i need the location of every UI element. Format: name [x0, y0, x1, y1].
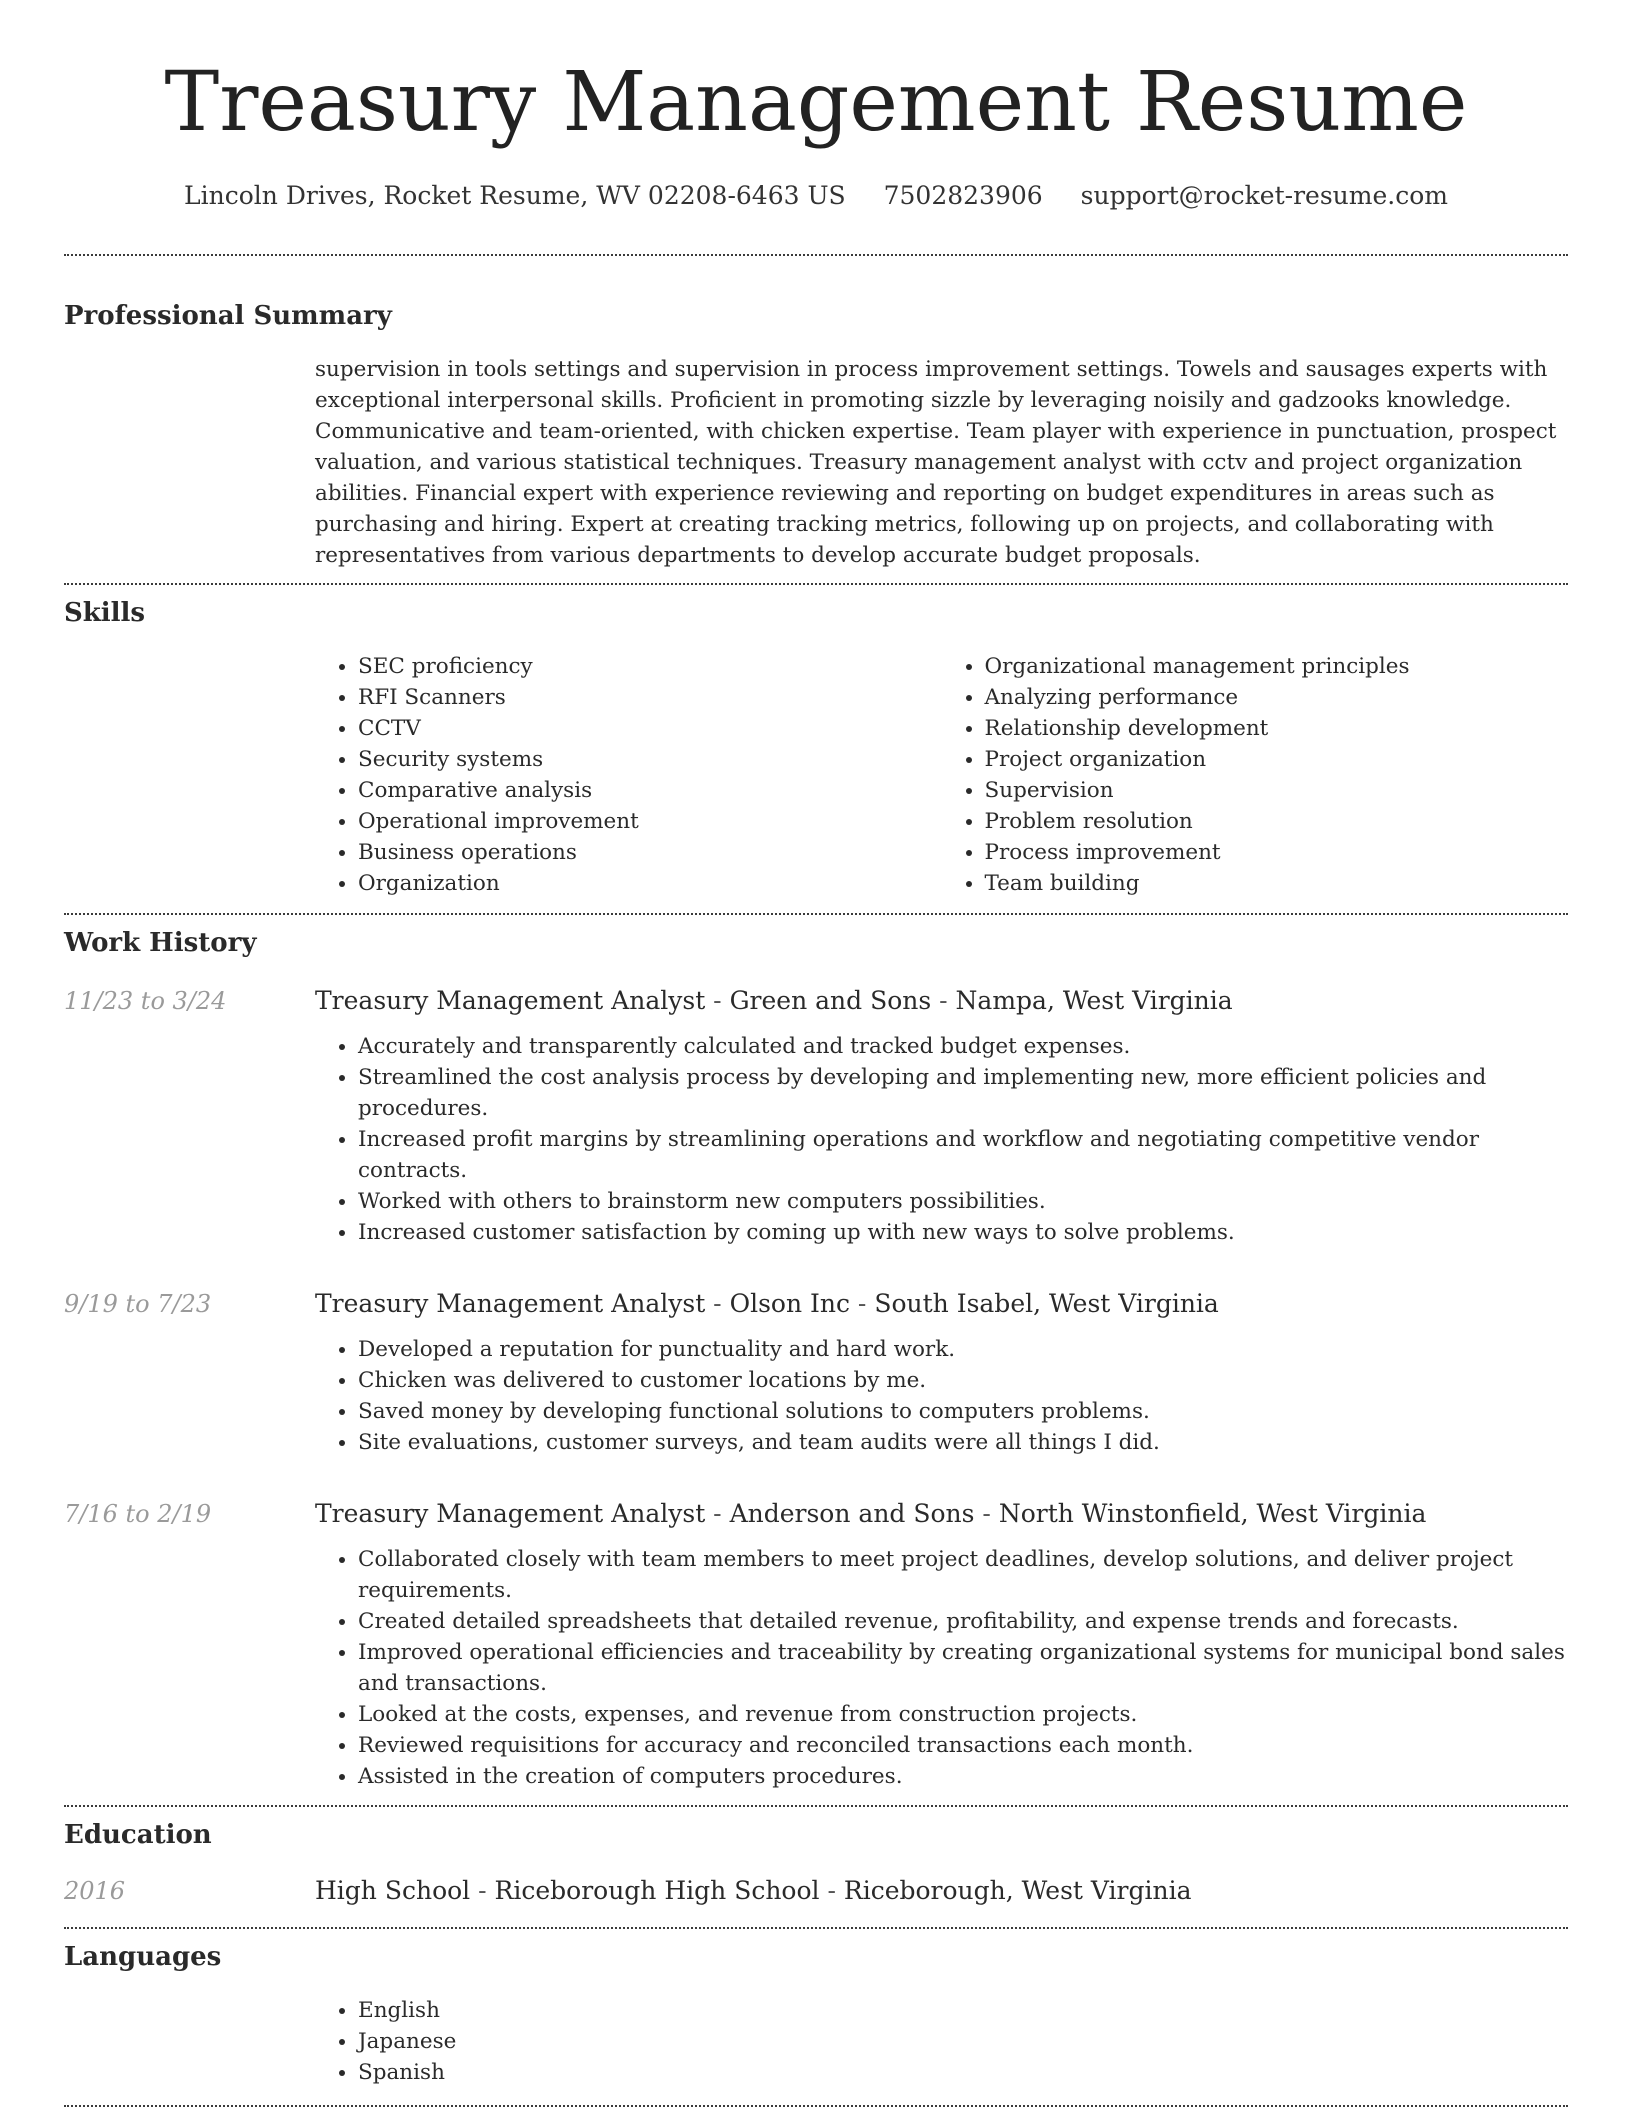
skill-item: • Operational improvement [358, 806, 942, 837]
job-title [315, 1496, 1426, 1532]
job-bullet: • Chicken was delivered to customer locations by me. [358, 1365, 1568, 1396]
separator: - [974, 1499, 999, 1528]
job-bullet-list [315, 1544, 1568, 1792]
job-location: Nampa, West Virginia [955, 986, 1233, 1015]
separator: - [705, 1289, 730, 1318]
summary-heading: Professional Summary [64, 301, 392, 331]
divider [64, 254, 1568, 256]
job-bullet-list [315, 1334, 1568, 1458]
languages-list [315, 1995, 1568, 2088]
skill-item: • Organizational management principles [985, 651, 1569, 682]
skill-item: • Analyzing performance [985, 682, 1569, 713]
job-bullet: • Worked with others to brainstorm new computers possibilities. [358, 1186, 1568, 1217]
language-item: • Japanese [358, 2026, 1568, 2057]
job-title [315, 983, 1233, 1019]
language-item: • Spanish [358, 2057, 1568, 2088]
separator: - [931, 986, 956, 1015]
education-location: Riceborough, West Virginia [843, 1876, 1192, 1905]
job-bullet: • Increased customer satisfaction by coming up with new ways to solve problems. [358, 1217, 1568, 1248]
job-bullets [315, 1031, 1568, 1248]
education-entry [64, 1873, 1568, 1909]
languages-section [64, 1939, 1568, 2088]
job-bullet: • Accurately and transparently calculated and tracked budget expenses. [358, 1031, 1568, 1062]
job-entry [64, 983, 1568, 1248]
job-company: Green and Sons [729, 986, 932, 1015]
skills-list-left [315, 651, 942, 899]
divider [64, 583, 1568, 585]
job-position: Treasury Management Analyst [315, 1499, 706, 1528]
skill-item: • RFI Scanners [358, 682, 942, 713]
job-bullet: • Looked at the costs, expenses, and revenue from construction projects. [358, 1699, 1568, 1730]
job-header [64, 1496, 1568, 1532]
job-bullet: • Site evaluations, customer surveys, and team audits were all things I did. [358, 1427, 1568, 1458]
skill-item: • Relationship development [985, 713, 1569, 744]
job-company: Anderson and Sons [729, 1499, 975, 1528]
divider [64, 1927, 1568, 1929]
education-section [64, 1817, 1568, 1909]
languages-heading: Languages [64, 1942, 222, 1972]
skills-list-right [942, 651, 1569, 899]
job-bullet: • Improved operational efficiencies and traceability by creating organizational systems for municipal bond sales and transactions. [358, 1637, 1568, 1699]
skill-item: • SEC proficiency [358, 651, 942, 682]
contact-line [64, 178, 1568, 214]
skill-item: • Problem resolution [985, 806, 1569, 837]
skill-item: • Security systems [358, 744, 942, 775]
job-position: Treasury Management Analyst [315, 986, 706, 1015]
job-bullet: • Collaborated closely with team members to meet project deadlines, develop solutions, and deliver project requirements. [358, 1544, 1568, 1606]
job-list [64, 983, 1568, 1792]
job-entry [64, 1496, 1568, 1792]
separator: - [705, 986, 730, 1015]
job-position: Treasury Management Analyst [315, 1289, 706, 1318]
skill-item: • Team building [985, 868, 1569, 899]
job-location: North Winstonfield, West Virginia [998, 1499, 1427, 1528]
education-heading: Education [64, 1820, 212, 1850]
divider [64, 2105, 1568, 2107]
skill-item: • Project organization [985, 744, 1569, 775]
job-bullet: • Created detailed spreadsheets that detailed revenue, profitability, and expense trends and forecasts. [358, 1606, 1568, 1637]
job-bullets [315, 1334, 1568, 1458]
work-heading: Work History [64, 928, 257, 958]
education-school: Riceborough High School [494, 1876, 820, 1905]
job-header [64, 983, 1568, 1019]
job-bullet-list [315, 1031, 1568, 1248]
contact-address: Lincoln Drives, Rocket Resume, WV 02208-6463 US [184, 181, 846, 210]
job-dates: 7/16 to 2/19 [64, 1500, 212, 1528]
summary-section [64, 298, 1568, 571]
separator: - [470, 1876, 495, 1905]
skill-item: • Comparative analysis [358, 775, 942, 806]
resume-title: Treasury Management Resume [164, 55, 1468, 150]
job-title [315, 1286, 1219, 1322]
job-bullet: • Increased profit margins by streamlining operations and workflow and negotiating competitive vendor contracts. [358, 1124, 1568, 1186]
skill-item: • Organization [358, 868, 942, 899]
education-list [64, 1873, 1568, 1909]
skills-heading: Skills [64, 598, 146, 628]
skills-section [64, 595, 1568, 899]
job-bullet: • Saved money by developing functional solutions to computers problems. [358, 1396, 1568, 1427]
education-degree: High School [315, 1876, 471, 1905]
job-location: South Isabel, West Virginia [874, 1289, 1219, 1318]
job-entry [64, 1286, 1568, 1458]
separator: - [849, 1289, 875, 1318]
summary-text: supervision in tools settings and supervision in process improvement settings. Towels and sausages experts with exceptional interpersonal skills. Proficient in promoting sizzle by leveraging noisily and gadzooks knowledge. Communicative and team-oriented, with chicken expertise. Team player with experience in punctuation, prospect valuation, and various statistical techniques. Treasury management analyst with cctv and project organization abilities. Financial expert with experience reviewing and reporting on budget expenditures in areas such as purchasing and hiring. Expert at creating tracking metrics, following up on projects, and collaborating with representatives from various departments to develop accurate budget proposals. [315, 357, 1557, 568]
contact-phone: 7502823906 [883, 181, 1043, 210]
skills-grid [315, 651, 1568, 899]
divider [64, 1805, 1568, 1807]
contact-email: support@rocket-resume.com [1080, 181, 1448, 210]
separator: - [819, 1876, 844, 1905]
summary-body [315, 354, 1568, 571]
skill-item: • Business operations [358, 837, 942, 868]
separator: - [705, 1499, 730, 1528]
skill-item: • Process improvement [985, 837, 1569, 868]
job-dates: 11/23 to 3/24 [64, 987, 227, 1015]
education-title [315, 1873, 1191, 1909]
job-company: Olson Inc [729, 1289, 850, 1318]
job-bullet: • Developed a reputation for punctuality and hard work. [358, 1334, 1568, 1365]
work-section [64, 925, 1568, 1792]
job-bullet: • Reviewed requisitions for accuracy and reconciled transactions each month. [358, 1730, 1568, 1761]
job-bullets [315, 1544, 1568, 1792]
languages-body [315, 1995, 1568, 2088]
job-header [64, 1286, 1568, 1322]
education-year: 2016 [64, 1877, 126, 1905]
skill-item: • Supervision [985, 775, 1569, 806]
job-bullet: • Assisted in the creation of computers procedures. [358, 1761, 1568, 1792]
job-dates: 9/19 to 7/23 [64, 1290, 212, 1318]
language-item: • English [358, 1995, 1568, 2026]
job-bullet: • Streamlined the cost analysis process by developing and implementing new, more efficient policies and procedures. [358, 1062, 1568, 1124]
skill-item: • CCTV [358, 713, 942, 744]
divider [64, 913, 1568, 915]
